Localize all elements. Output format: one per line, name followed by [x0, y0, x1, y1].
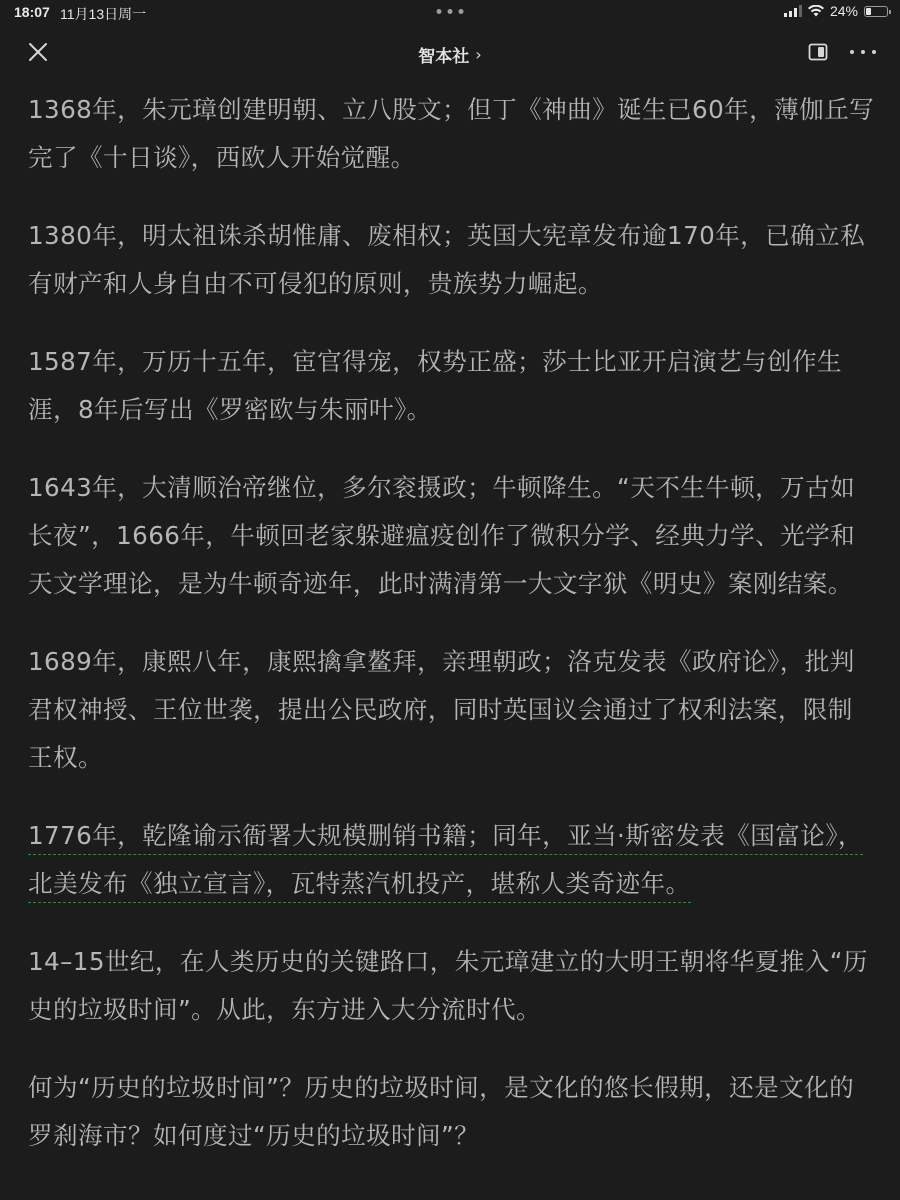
- battery-percent: 24%: [829, 3, 858, 19]
- page-title: 智本社: [418, 47, 470, 67]
- article-paragraph: 1587年，万历十五年，宦官得宠，权势正盛；莎士比亚开启演艺与创作生涯，8年后写出《罗密欧与朱丽叶》。: [28, 347, 843, 424]
- status-time: 18:07: [14, 4, 50, 20]
- article-paragraph: 1380年，明太祖诛杀胡惟庸、废相权；英国大宪章发布逾170年，已确立私有财产和人身自由不可侵犯的原则，贵族势力崛起。: [28, 221, 866, 298]
- wifi-icon: [808, 5, 824, 17]
- article-paragraph: 1689年，康熙八年，康熙擒拿鳌拜，亲理朝政；洛克发表《政府论》，批判君权神授、王位世袭，提出公民政府，同时英国议会通过了权利法案，限制王权。: [28, 647, 855, 772]
- reader-mode-icon: [808, 42, 828, 62]
- close-button[interactable]: [26, 40, 50, 64]
- article-paragraph: 何为“历史的垃圾时间”？历史的垃圾时间，是文化的悠长假期，还是文化的罗刹海市？如何度过“历史的垃圾时间”？: [28, 1073, 855, 1150]
- close-icon: [26, 40, 50, 64]
- status-bar: [0, 0, 900, 26]
- nav-bar: [0, 30, 900, 78]
- more-options-button[interactable]: [850, 42, 876, 62]
- article-body: [28, 86, 876, 1190]
- multitasking-dots-icon[interactable]: [437, 9, 464, 14]
- status-indicators: [784, 3, 888, 19]
- highlighted-paragraph[interactable]: [28, 812, 876, 908]
- status-date: 11月13日周一: [60, 6, 147, 22]
- article-paragraph: 1368年，朱元璋创建明朝、立八股文；但丁《神曲》诞生已60年，薄伽丘写完了《十日谈》，西欧人开始觉醒。: [28, 95, 875, 172]
- underline-highlight[interactable]: 1776年，乾隆谕示衙署大规模删销书籍；同年，亚当·斯密发表《国富论》，北美发布《独立宣言》，瓦特蒸汽机投产，堪称人类奇迹年。: [28, 821, 863, 903]
- cellular-signal-icon: [784, 5, 802, 17]
- battery-icon: [864, 6, 888, 17]
- article-paragraph: 14–15世纪，在人类历史的关键路口，朱元璋建立的大明王朝将华夏推入“历史的垃圾时间”。从此，东方进入大分流时代。: [28, 947, 868, 1024]
- account-title-link[interactable]: [418, 42, 481, 67]
- reader-mode-button[interactable]: [808, 42, 828, 62]
- article-paragraph: 1643年，大清顺治帝继位，多尔衮摄政；牛顿降生。“天不生牛顿，万古如长夜”，1666年，牛顿回老家躲避瘟疫创作了微积分学、经典力学、光学和天文学理论，是为牛顿奇迹年，此时满清第一大文字狱《明史》案刚结案。: [28, 473, 856, 598]
- chevron-right-icon: ›: [475, 45, 482, 64]
- more-icon: [850, 50, 854, 54]
